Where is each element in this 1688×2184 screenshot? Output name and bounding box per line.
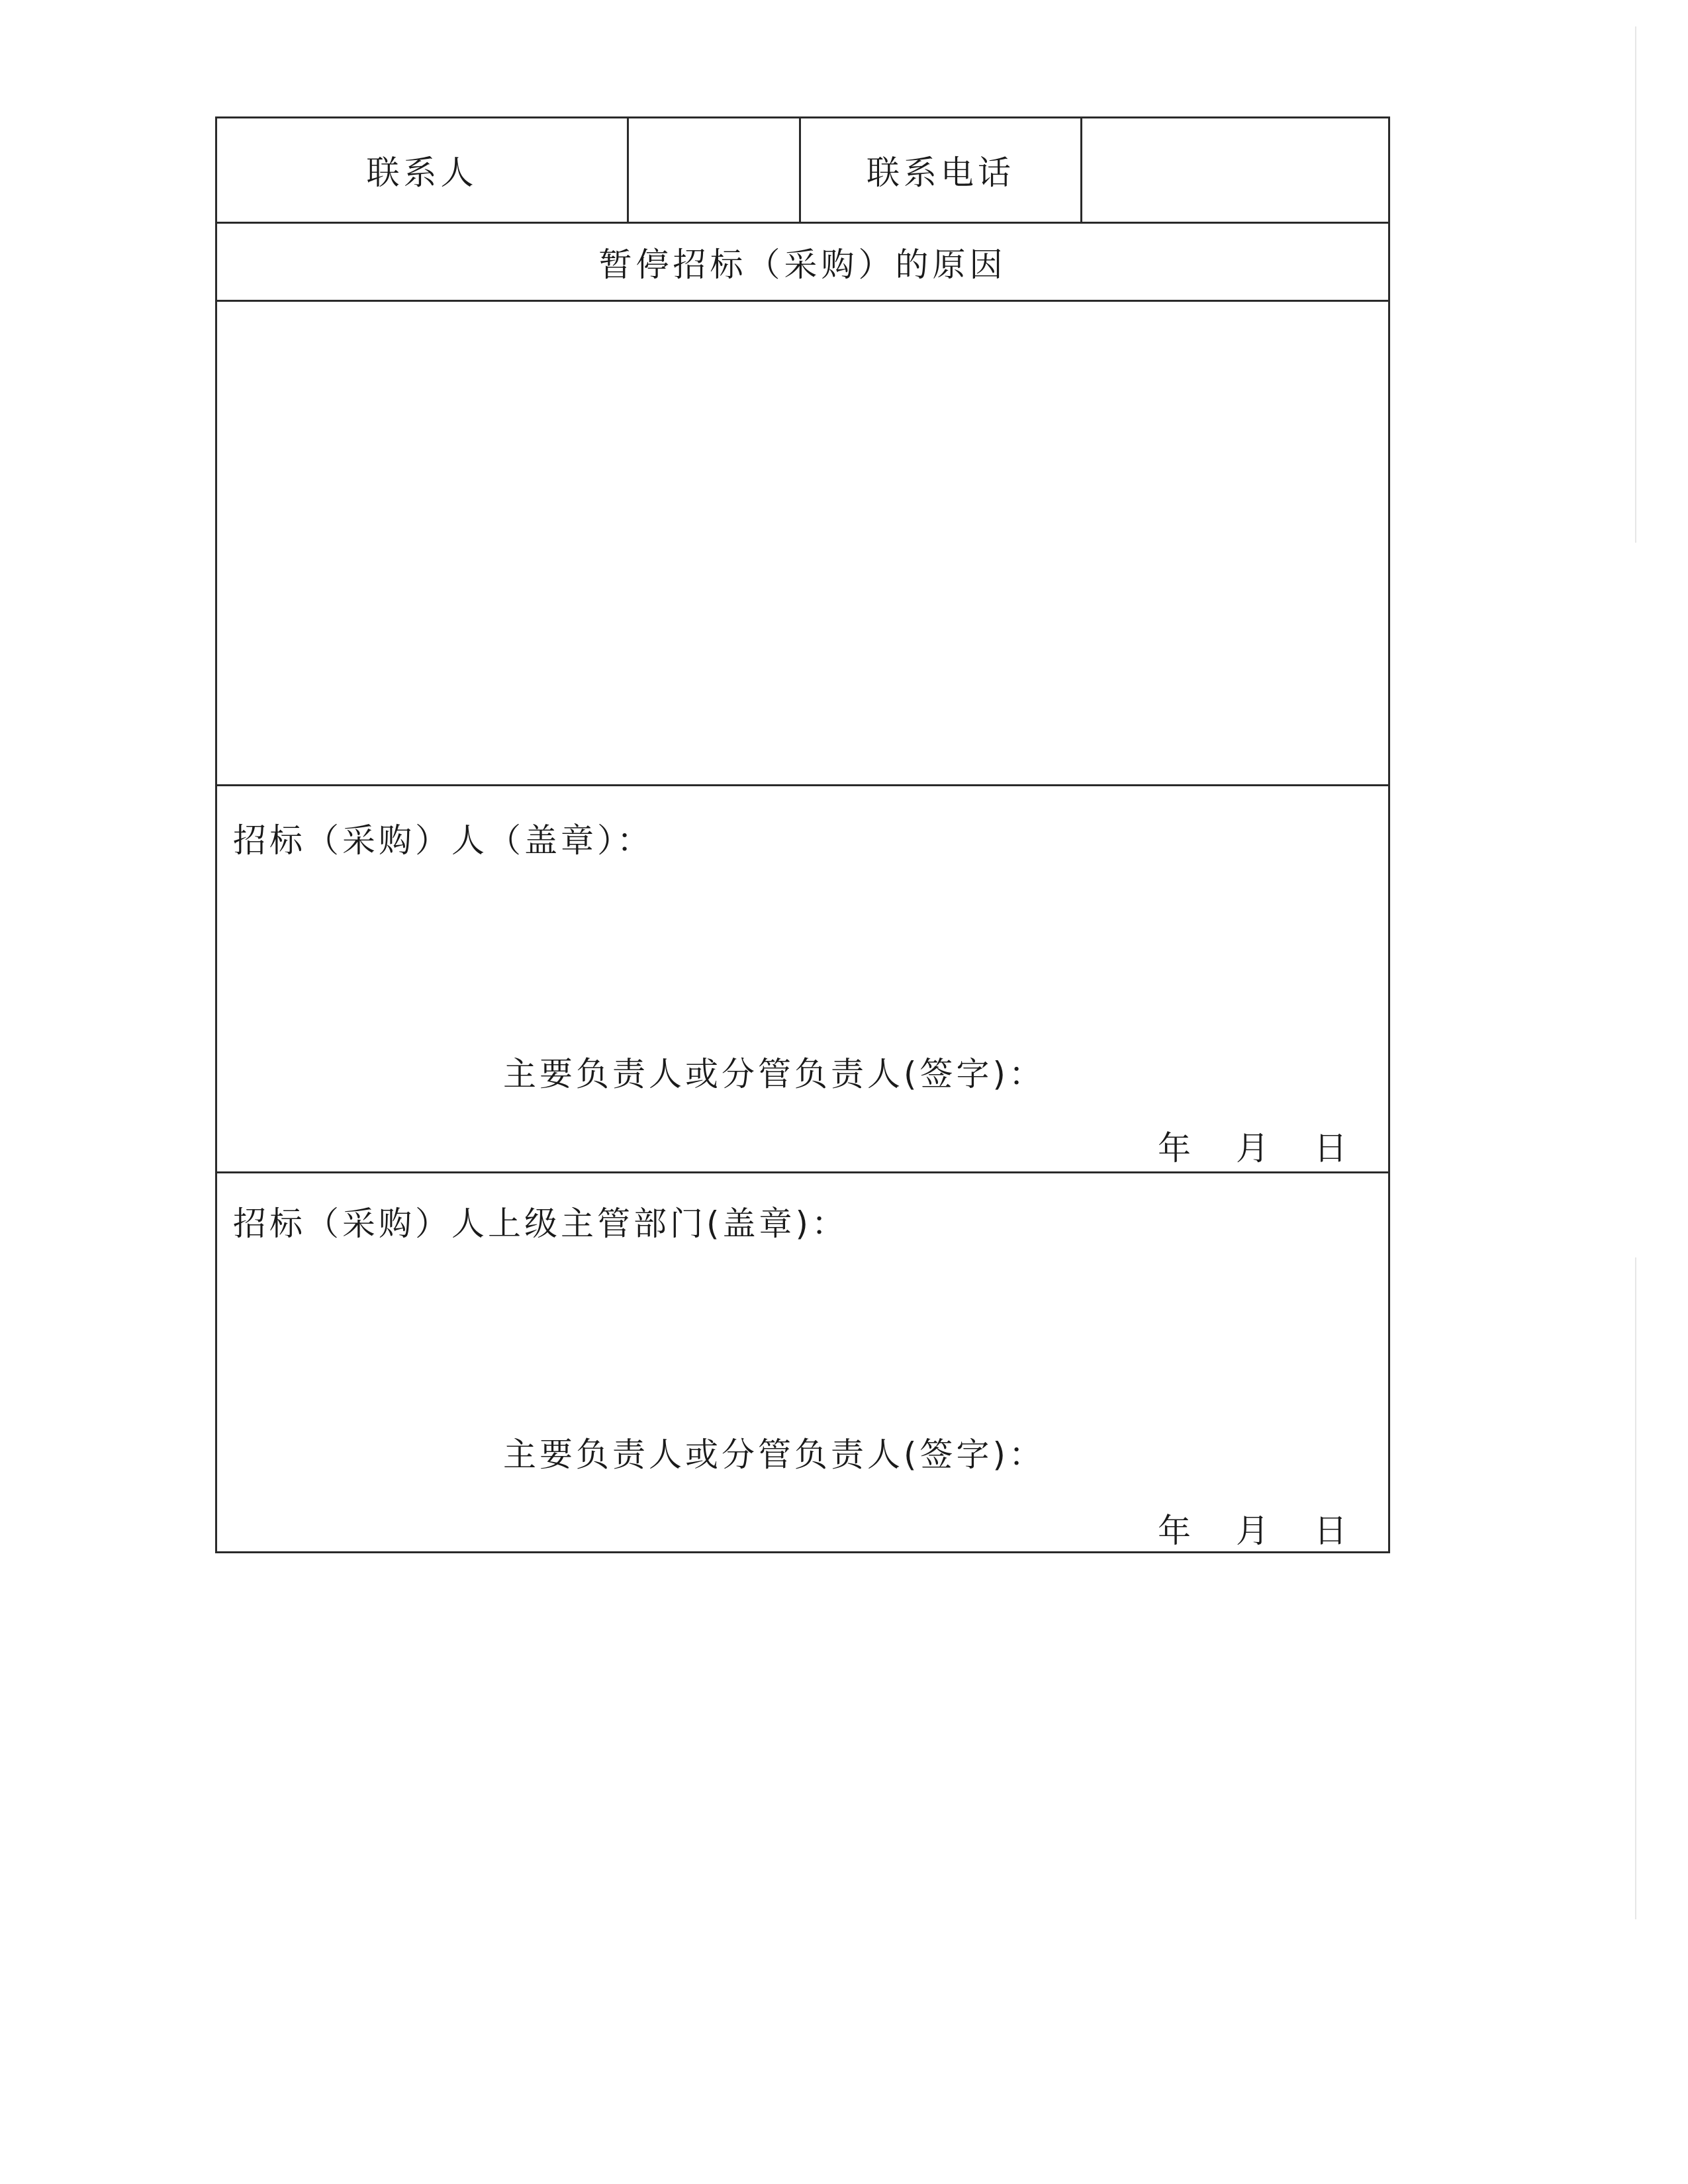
scan-edge-mark [1635, 26, 1636, 543]
reason-header: 暂停招标（采购）的原因 [217, 224, 1388, 302]
tenderer-date [1158, 1122, 1347, 1169]
supervisor-date-day: 日 [1314, 1512, 1347, 1550]
supervisor-date-month: 月 [1236, 1512, 1269, 1550]
contact-row [217, 118, 1388, 224]
scan-edge-mark [1635, 1257, 1636, 1919]
supervisor-seal-label: 招标（采购）人上级主管部门(盖章)： [233, 1205, 849, 1243]
tenderer-seal-label: 招标（采购）人（盖章）： [233, 821, 653, 860]
contact-phone-label: 联系电话 [801, 118, 1082, 222]
tenderer-section [217, 786, 1388, 1173]
suspension-form-table [215, 116, 1390, 1553]
supervisor-date-year: 年 [1158, 1512, 1191, 1550]
supervisor-section [217, 1173, 1388, 1555]
tenderer-signature-label: 主要负责人或分管负责人(签字)： [503, 1055, 1046, 1093]
reason-field[interactable] [217, 302, 1388, 786]
contact-person-label: 联系人 [217, 118, 629, 222]
contact-phone-field[interactable] [1082, 118, 1388, 222]
tenderer-date-day: 日 [1314, 1129, 1347, 1167]
supervisor-signature-label: 主要负责人或分管负责人(签字)： [503, 1435, 1046, 1474]
supervisor-date [1158, 1504, 1347, 1552]
contact-person-field[interactable] [629, 118, 801, 222]
tenderer-date-year: 年 [1158, 1129, 1191, 1167]
tenderer-date-month: 月 [1236, 1129, 1269, 1167]
